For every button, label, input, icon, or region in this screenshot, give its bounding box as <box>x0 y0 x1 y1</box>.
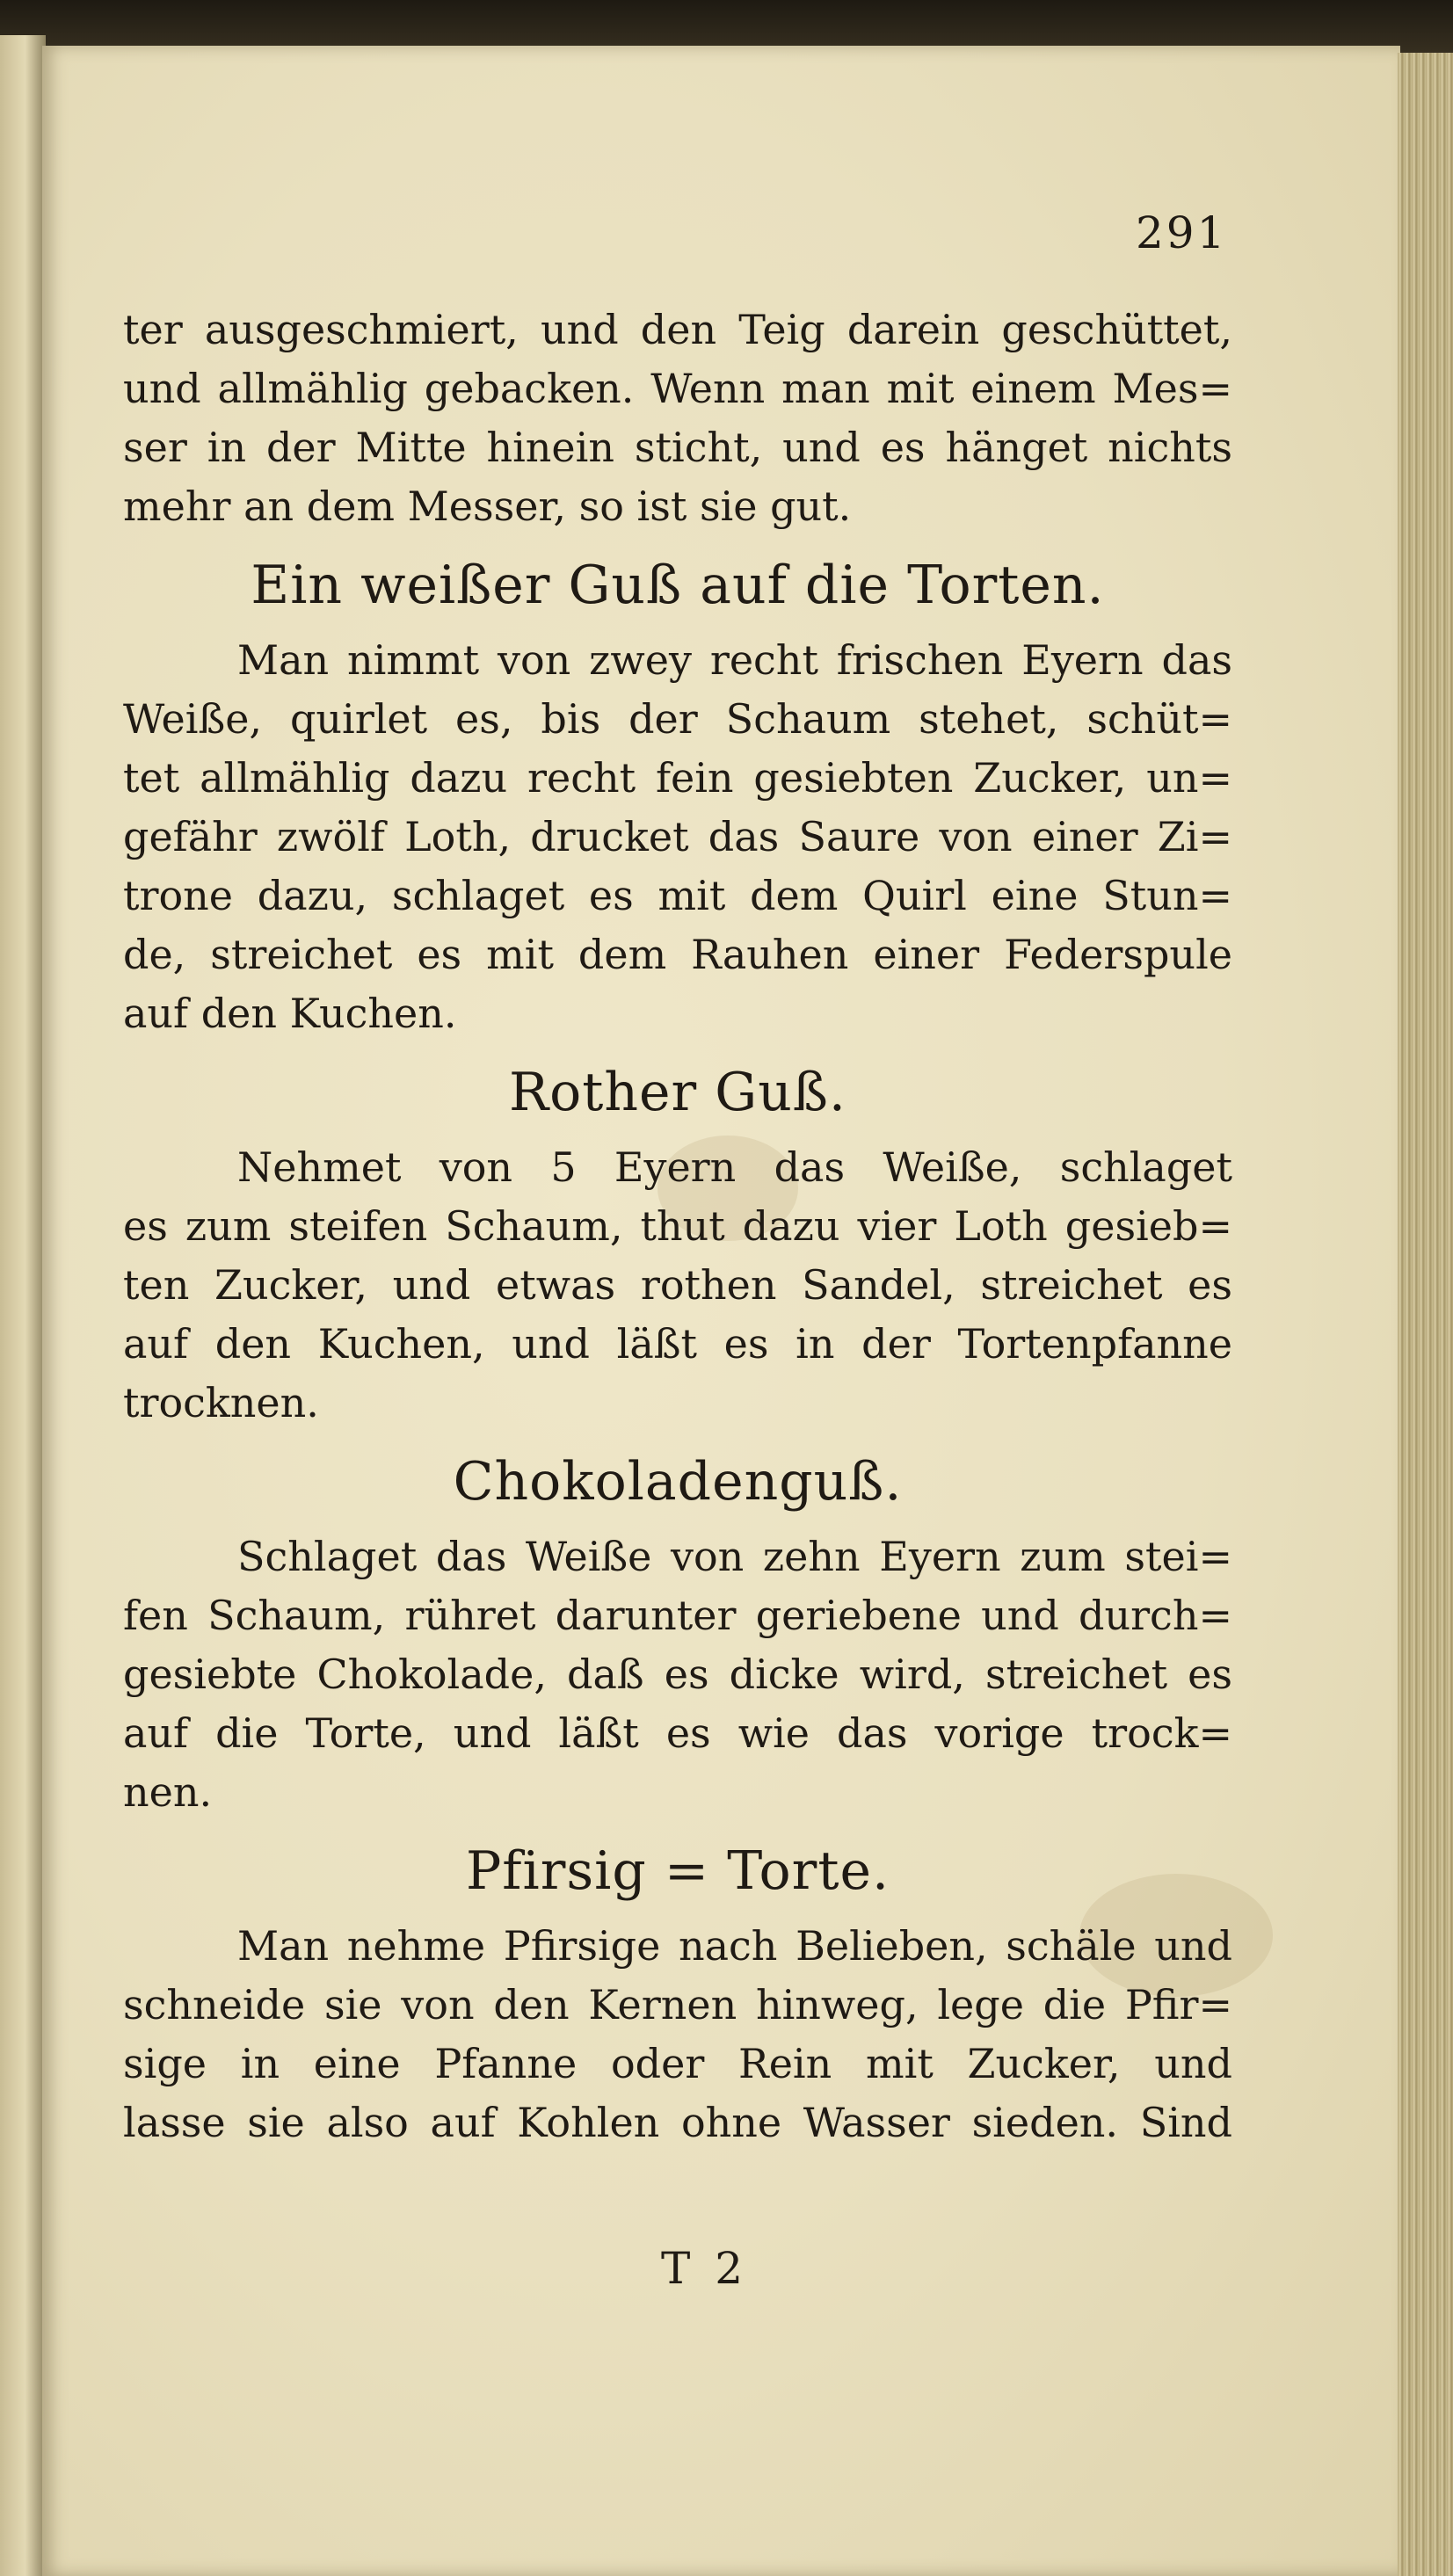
section-heading: Rother Guß. <box>508 1062 847 1123</box>
text-line: Nehmet von 5 Eyern das Weiße, schlaget <box>237 1143 1232 1191</box>
text-line: de, streichet es mit dem Rauhen einer Federspule <box>123 931 1232 978</box>
page-stack-edge <box>1398 53 1453 2576</box>
paragraph-continuation <box>123 301 1232 536</box>
recipe-paragraph <box>123 1917 1232 2152</box>
section-heading: Ein weißer Guß auf die Torten. <box>251 555 1105 616</box>
text-line: trone dazu, schlaget es mit dem Quirl eine Stun= <box>123 872 1232 919</box>
facing-page-edge <box>0 35 46 2576</box>
text-line: mehr an dem Messer, so ist sie gut. <box>123 483 852 530</box>
text-line: gesiebte Chokolade, daß es dicke wird, streichet es <box>123 1651 1232 1698</box>
text-line: schneide sie von den Kernen hinweg, lege die Pfir= <box>123 1981 1232 2028</box>
signature-mark: T 2 <box>661 2243 749 2294</box>
text-line: Man nimmt von zwey recht frischen Eyern das <box>237 636 1232 684</box>
text-line: und allmählig gebacken. Wenn man mit einem Mes= <box>123 365 1232 412</box>
text-line: Man nehme Pfirsige nach Belieben, schäle und <box>237 1922 1232 1970</box>
text-line: fen Schaum, rühret darunter geriebene und durch= <box>123 1592 1232 1639</box>
text-line: gefähr zwölf Loth, drucket das Saure von einer Zi= <box>123 813 1232 860</box>
text-line: auf die Torte, und läßt es wie das vorige trock= <box>123 1709 1232 1757</box>
text-line: lasse sie also auf Kohlen ohne Wasser sieden. Sind <box>123 2099 1232 2146</box>
text-line: Weiße, quirlet es, bis der Schaum stehet, schüt= <box>123 695 1232 743</box>
recipe-paragraph <box>123 1138 1232 1433</box>
page-number: 291 <box>1136 207 1228 258</box>
text-line: tet allmählig dazu recht fein gesiebten Zucker, un= <box>123 754 1232 802</box>
text-line: trocknen. <box>123 1379 319 1426</box>
text-line: ser in der Mitte hinein sticht, und es hänget nichts <box>123 424 1232 471</box>
text-line: sige in eine Pfanne oder Rein mit Zucker, und <box>123 2040 1232 2087</box>
text-line: Schlaget das Weiße von zehn Eyern zum stei= <box>237 1533 1232 1580</box>
section-heading: Pfirsig = Torte. <box>465 1840 890 1902</box>
text-line: auf den Kuchen, und läßt es in der Tortenpfanne <box>123 1320 1232 1368</box>
text-line: ter ausgeschmiert, und den Teig darein geschüttet, <box>123 306 1232 353</box>
text-line: auf den Kuchen. <box>123 990 457 1037</box>
text-line: nen. <box>123 1768 213 1816</box>
recipe-paragraph <box>123 631 1232 1043</box>
section-heading: Chokoladenguß. <box>453 1451 903 1513</box>
page-text <box>123 301 1232 2152</box>
text-line: ten Zucker, und etwas rothen Sandel, streichet es <box>123 1261 1232 1309</box>
text-line: es zum steifen Schaum, thut dazu vier Loth gesieb= <box>123 1202 1232 1250</box>
recipe-paragraph <box>123 1527 1232 1822</box>
